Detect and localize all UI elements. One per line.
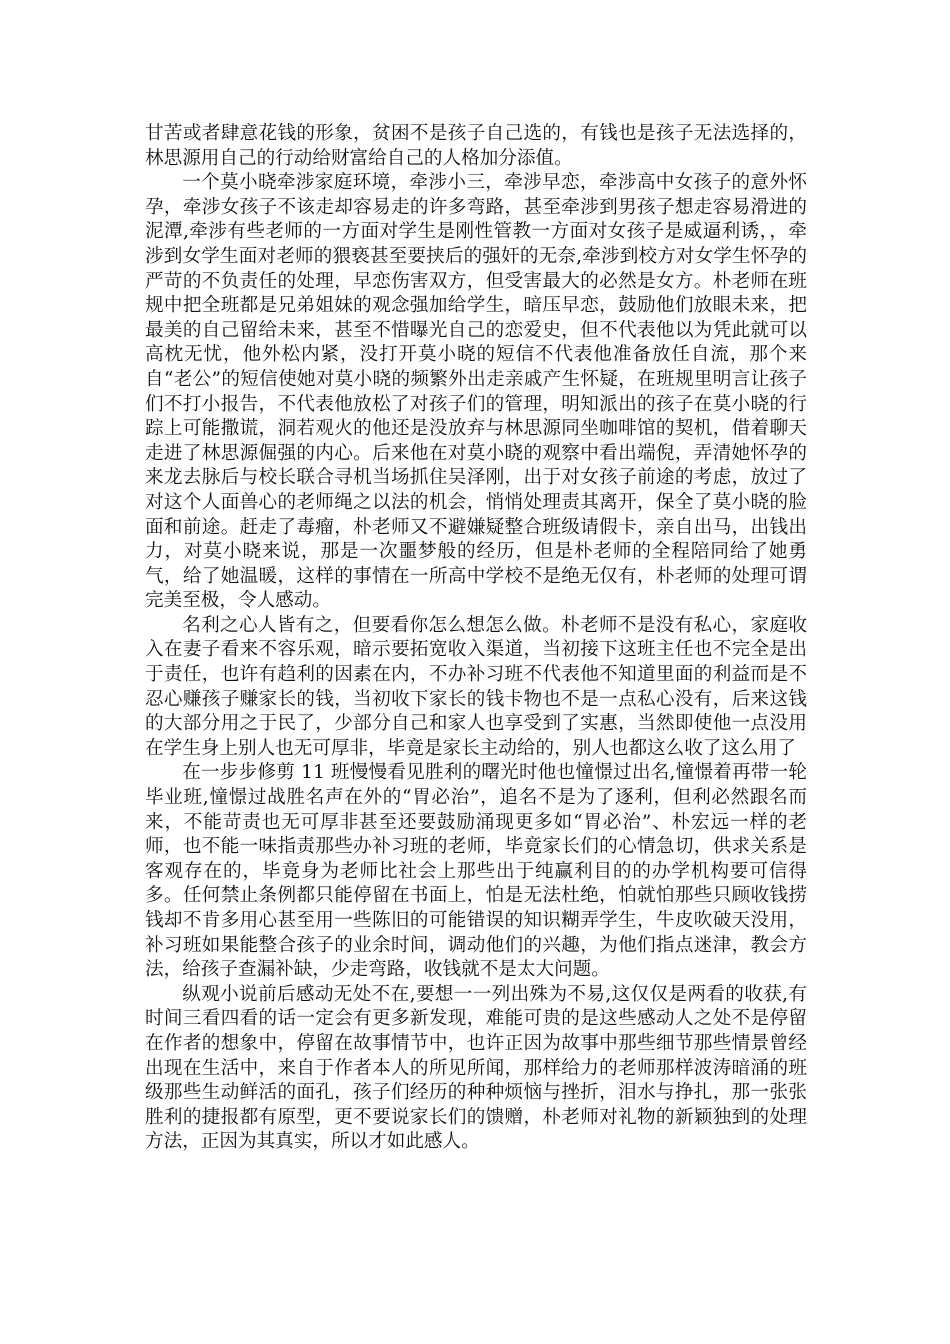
document-body bbox=[145, 122, 807, 1155]
paragraph-2: 一个莫小晓牵涉家庭环境，牵涉小三，牵涉早恋，牵涉高中女孩子的意外怀孕，牵涉女孩子不该走却容易走的许多弯路，甚至牵涉到男孩子想走容易滑进的泥潭,牵涉有些老师的一方面对学生是刚性管教一方面对女孩子是威逼利诱，，牵涉到女学生面对老师的猥亵甚至要挟后的强奸的无奈,牵涉到校方对女学生怀孕的严苛的不负责任的处理，早恋伤害双方，但受害最大的必然是女方。朴老师在班规中把全班都是兄弟姐妹的观念强加给学生，暗压早恋，鼓励他们放眼未来，把最美的自己留给未来，甚至不惜曝光自己的恋爱史，但不代表他以为凭此就可以高枕无忧，他外松内紧，没打开莫小晓的短信不代表他准备放任自流，那个来自“老公”的短信使她对莫小晓的频繁外出走亲戚产生怀疑，在班规里明言让孩子们不打小报告，不代表他放松了对孩子们的管理，明知派出的孩子在莫小晓的行踪上可能撒谎，洞若观火的他还是没放弃与林思源同坐咖啡馆的契机，借着聊天走进了林思源倔强的内心。后来他在对莫小晓的观察中看出端倪，弄清她怀孕的来龙去脉后与校长联合寻机当场抓住吴泽刚，出于对女孩子前途的考虑，放过了对这个人面兽心的老师绳之以法的机会，悄悄处理责其离开，保全了莫小晓的脸面和前途。赶走了毒瘤，朴老师又不避嫌疑整合班级请假卡，亲自出马，出钱出力，对莫小晓来说，那是一次噩梦般的经历，但是朴老师的全程陪同给了她勇气，给了她温暖，这样的事情在一所高中学校不是绝无仅有，朴老师的处理可谓完美至极，令人感动。 bbox=[145, 172, 807, 612]
paragraph-3: 名利之心人皆有之，但要看你怎么想怎么做。朴老师不是没有私心，家庭收入在妻子看来不容乐观，暗示要拓宽收入渠道，当初接下这班主任也不完全是出于责任，也许有趋利的因素在内，不办补习班不代表他不知道里面的利益而是不忍心赚孩子赚家长的钱，当初收下家长的钱卡物也不是一点私心没有，后来这钱的大部分用之于民了，少部分自己和家人也享受到了实惠，当然即使他一点没用在学生身上别人也无可厚非，毕竟是家长主动给的，别人也都这么收了这么用了 bbox=[145, 614, 807, 759]
paragraph-4: 在一步步修剪 11 班慢慢看见胜利的曙光时他也憧憬过出名,憧憬着再带一轮毕业班,憧憬过战胜名声在外的“胃必治”，追名不是为了逐利，但利必然跟名而来，不能苛责也无可厚非甚至还要鼓励涌现更多如“胃必治”、朴宏远一样的老师，也不能一味指责那些办补习班的老师，毕竟家长们的心情急切，供求关系是客观存在的，毕竟身为老师比社会上那些出于纯赢利目的的办学机构要可信得多。任何禁止条例都只能停留在书面上，怕是无法杜绝，怕就怕那些只顾收钱捞钱却不肯多用心甚至用一些陈旧的可能错误的知识糊弄学生，牛皮吹破天没用，补习班如果能整合孩子的业余时间，调动他们的兴趣，为他们指点迷津，教会方法，给孩子查漏补缺，少走弯路，收钱就不是太大问题。 bbox=[145, 762, 807, 981]
paragraph-5: 纵观小说前后感动无处不在,要想一一列出殊为不易,这仅仅是两看的收获,有时间三看四看的话一定会有更多新发现，难能可贵的是这些感动人之处不是停留在作者的想象中，停留在故事情节中，也许正因为故事中那些细节那些情景曾经出现在生活中，来自于作者本人的所见所闻，那样给力的老师那样波涛暗涌的班级那些生动鲜活的面孔，孩子们经历的种种烦恼与挫折，泪水与挣扎，那一张张胜利的捷报都有原型，更不要说家长们的馈赠，朴老师对礼物的新颖独到的处理方法，正因为其真实，所以才如此感人。 bbox=[145, 983, 807, 1153]
paragraph-1: 甘苦或者肆意花钱的形象，贫困不是孩子自己选的，有钱也是孩子无法选择的，林思源用自己的行动给财富给自己的人格加分添值。 bbox=[145, 123, 807, 169]
